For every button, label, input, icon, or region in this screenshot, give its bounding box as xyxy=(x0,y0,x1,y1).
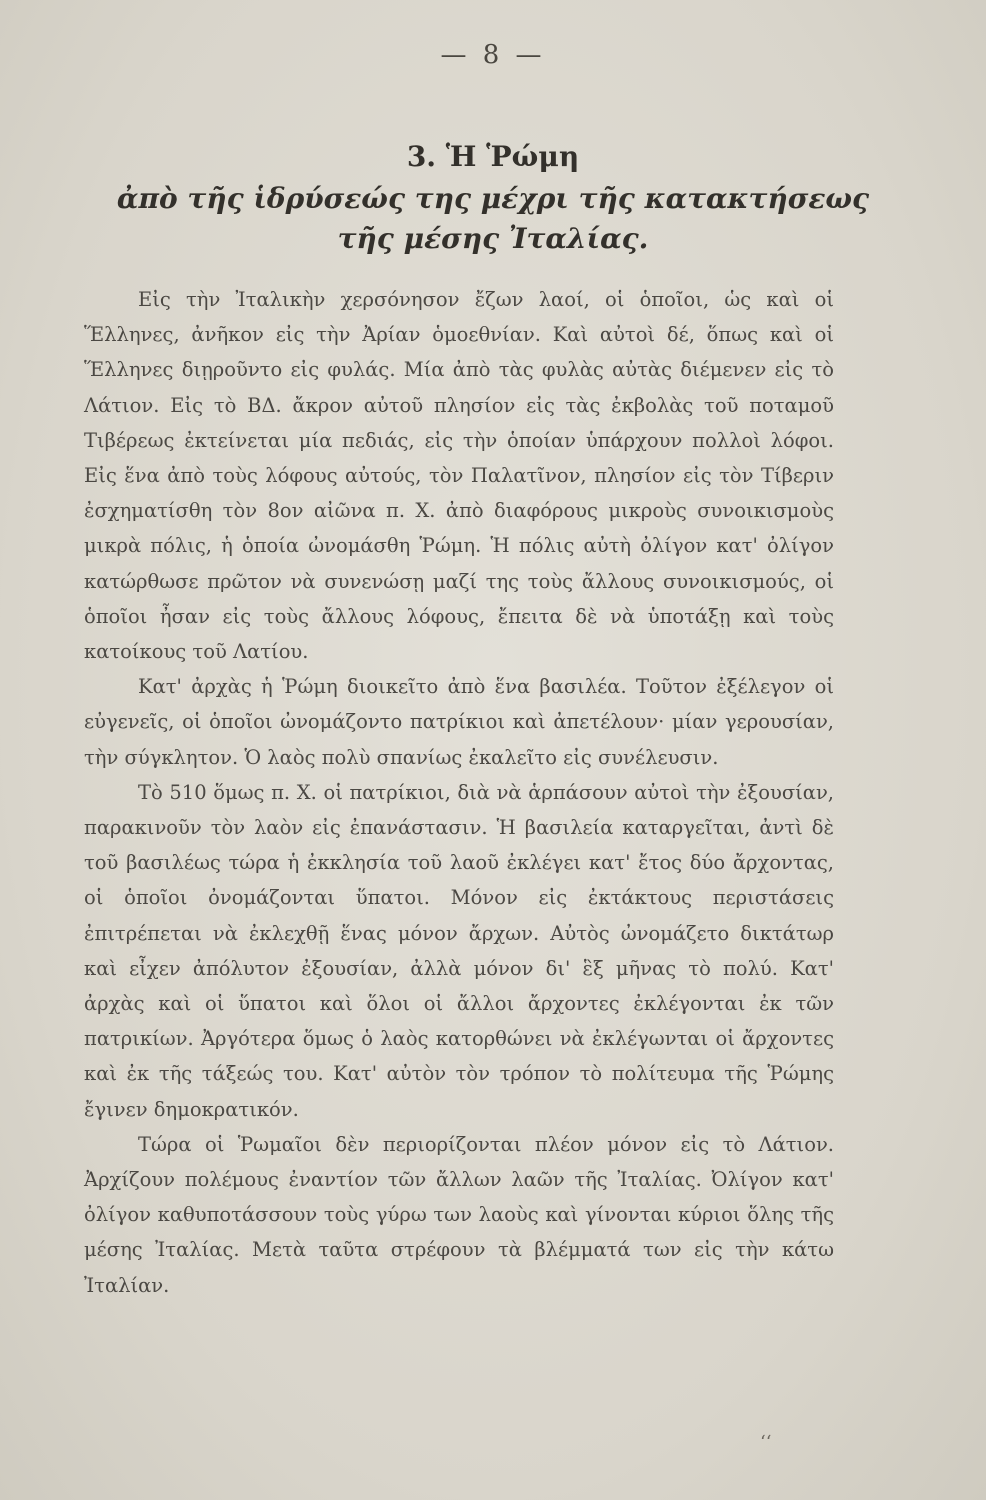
paragraph: Κατ' ἀρχὰς ἡ Ῥώμη διοικεῖτο ἀπὸ ἕνα βασιλέα. Τοῦτον ἐξέλεγον οἱ εὐγενεῖς, οἱ ὁποῖοι ὠνομάζοντο πατρίκιοι καὶ ἀπετέλουν· μίαν γερουσίαν, τὴν σύγκλητον. Ὁ λαὸς πολὺ σπανίως ἐκαλεῖτο εἰς συνέλευσιν. xyxy=(84,675,834,769)
page-number: — 8 — xyxy=(440,40,546,70)
paragraph: Εἰς τὴν Ἰταλικὴν χερσόνησον ἔζων λαοί, οἱ ὁποῖοι, ὡς καὶ οἱ Ἕλληνες, ἀνῆκον εἰς τὴν Ἀρίαν ὁμοεθνίαν. Καὶ αὐτοὶ δέ, ὅπως καὶ οἱ Ἕλληνες διῃροῦντο εἰς φυλάς. Μία ἀπὸ τὰς φυλὰς αὐτὰς διέμενεν εἰς τὸ Λάτιον. Εἰς τὸ ΒΔ. ἄκρον αὐτοῦ πλησίον εἰς τὰς ἐκβολὰς τοῦ ποταμοῦ Τιβέρεως ἐκτείνεται μία πεδιάς, εἰς τὴν ὁποίαν ὑπάρχουν πολλοὶ λόφοι. Εἰς ἕνα ἀπὸ τοὺς λόφους αὐτούς, τὸν Παλατῖνον, πλησίον εἰς τὸν Τίβεριν ἐσχηματίσθη τὸν 8ον αἰῶνα π. Χ. ἀπὸ διαφόρους μικροὺς συνοικισμοὺς μικρὰ πόλις, ἡ ὁποία ὠνομάσθη Ῥώμη. Ἡ πόλις αὐτὴ ὀλίγον κατ' ὀλίγον κατώρθωσε πρῶτον νὰ συνενώσῃ μαζί της τοὺς ἄλλους συνοικισμούς, οἱ ὁποῖοι ἦσαν εἰς τοὺς ἄλλους λόφους, ἔπειτα δὲ νὰ ὑποτάξῃ καὶ τοὺς κατοίκους τοῦ Λατίου. xyxy=(84,288,834,664)
section-subtitle-line-1: ἀπὸ τῆς ἱδρύσεώς της μέχρι τῆς κατακτήσεως xyxy=(116,182,870,215)
paragraph: Τὸ 510 ὅμως π. Χ. οἱ πατρίκιοι, διὰ νὰ ἁρπάσουν αὐτοὶ τὴν ἐξουσίαν, παρακινοῦν τὸν λαὸν εἰς ἐπανάστασιν. Ἡ βασιλεία καταργεῖται, ἀντὶ δὲ τοῦ βασιλέως τώρα ἡ ἐκκλησία τοῦ λαοῦ ἐκλέγει κατ' ἔτος δύο ἄρχοντας, οἱ ὁποῖοι ὀνομάζονται ὕπατοι. Μόνον εἰς ἐκτάκτους περιστάσεις ἐπιτρέπεται νὰ ἐκλεχθῇ ἕνας μόνον ἄρχων. Αὐτὸς ὠνομάζετο δικτάτωρ καὶ εἶχεν ἀπόλυτον ἐξουσίαν, ἀλλὰ μόνον δι' ἓξ μῆνας τὸ πολύ. Κατ' ἀρχὰς καὶ οἱ ὕπατοι καὶ ὅλοι οἱ ἄλλοι ἄρχοντες ἐκλέγονται ἐκ τῶν πατρικίων. Ἀργότερα ὅμως ὁ λαὸς κατορθώνει νὰ ἐκλέγωνται οἱ ἄρχοντες καὶ ἐκ τῆς τάξεώς του. Κατ' αὐτὸν τὸν τρόπον τὸ πολίτευμα τῆς Ῥώμης ἔγινεν δημοκρατικόν. xyxy=(84,780,834,1121)
section-title: 3. Ἡ Ῥώμη xyxy=(406,140,580,173)
section-subtitle-line-2: τῆς μέσης Ἰταλίας. xyxy=(337,222,649,255)
pencil-mark: ‘‘ xyxy=(760,1432,772,1453)
paragraph: Τώρα οἱ Ῥωμαῖοι δὲν περιορίζονται πλέον μόνον εἰς τὸ Λάτιον. Ἀρχίζουν πολέμους ἐναντίον τῶν ἄλλων λαῶν τῆς Ἰταλίας. Ὀλίγον κατ' ὀλίγον καθυποτάσσουν τοὺς γύρω των λαοὺς καὶ γίνονται κύριοι ὅλης τῆς μέσης Ἰταλίας. Μετὰ ταῦτα στρέφουν τὰ βλέμματά των εἰς τὴν κάτω Ἰταλίαν. xyxy=(84,1132,834,1297)
body-text xyxy=(84,282,834,1303)
